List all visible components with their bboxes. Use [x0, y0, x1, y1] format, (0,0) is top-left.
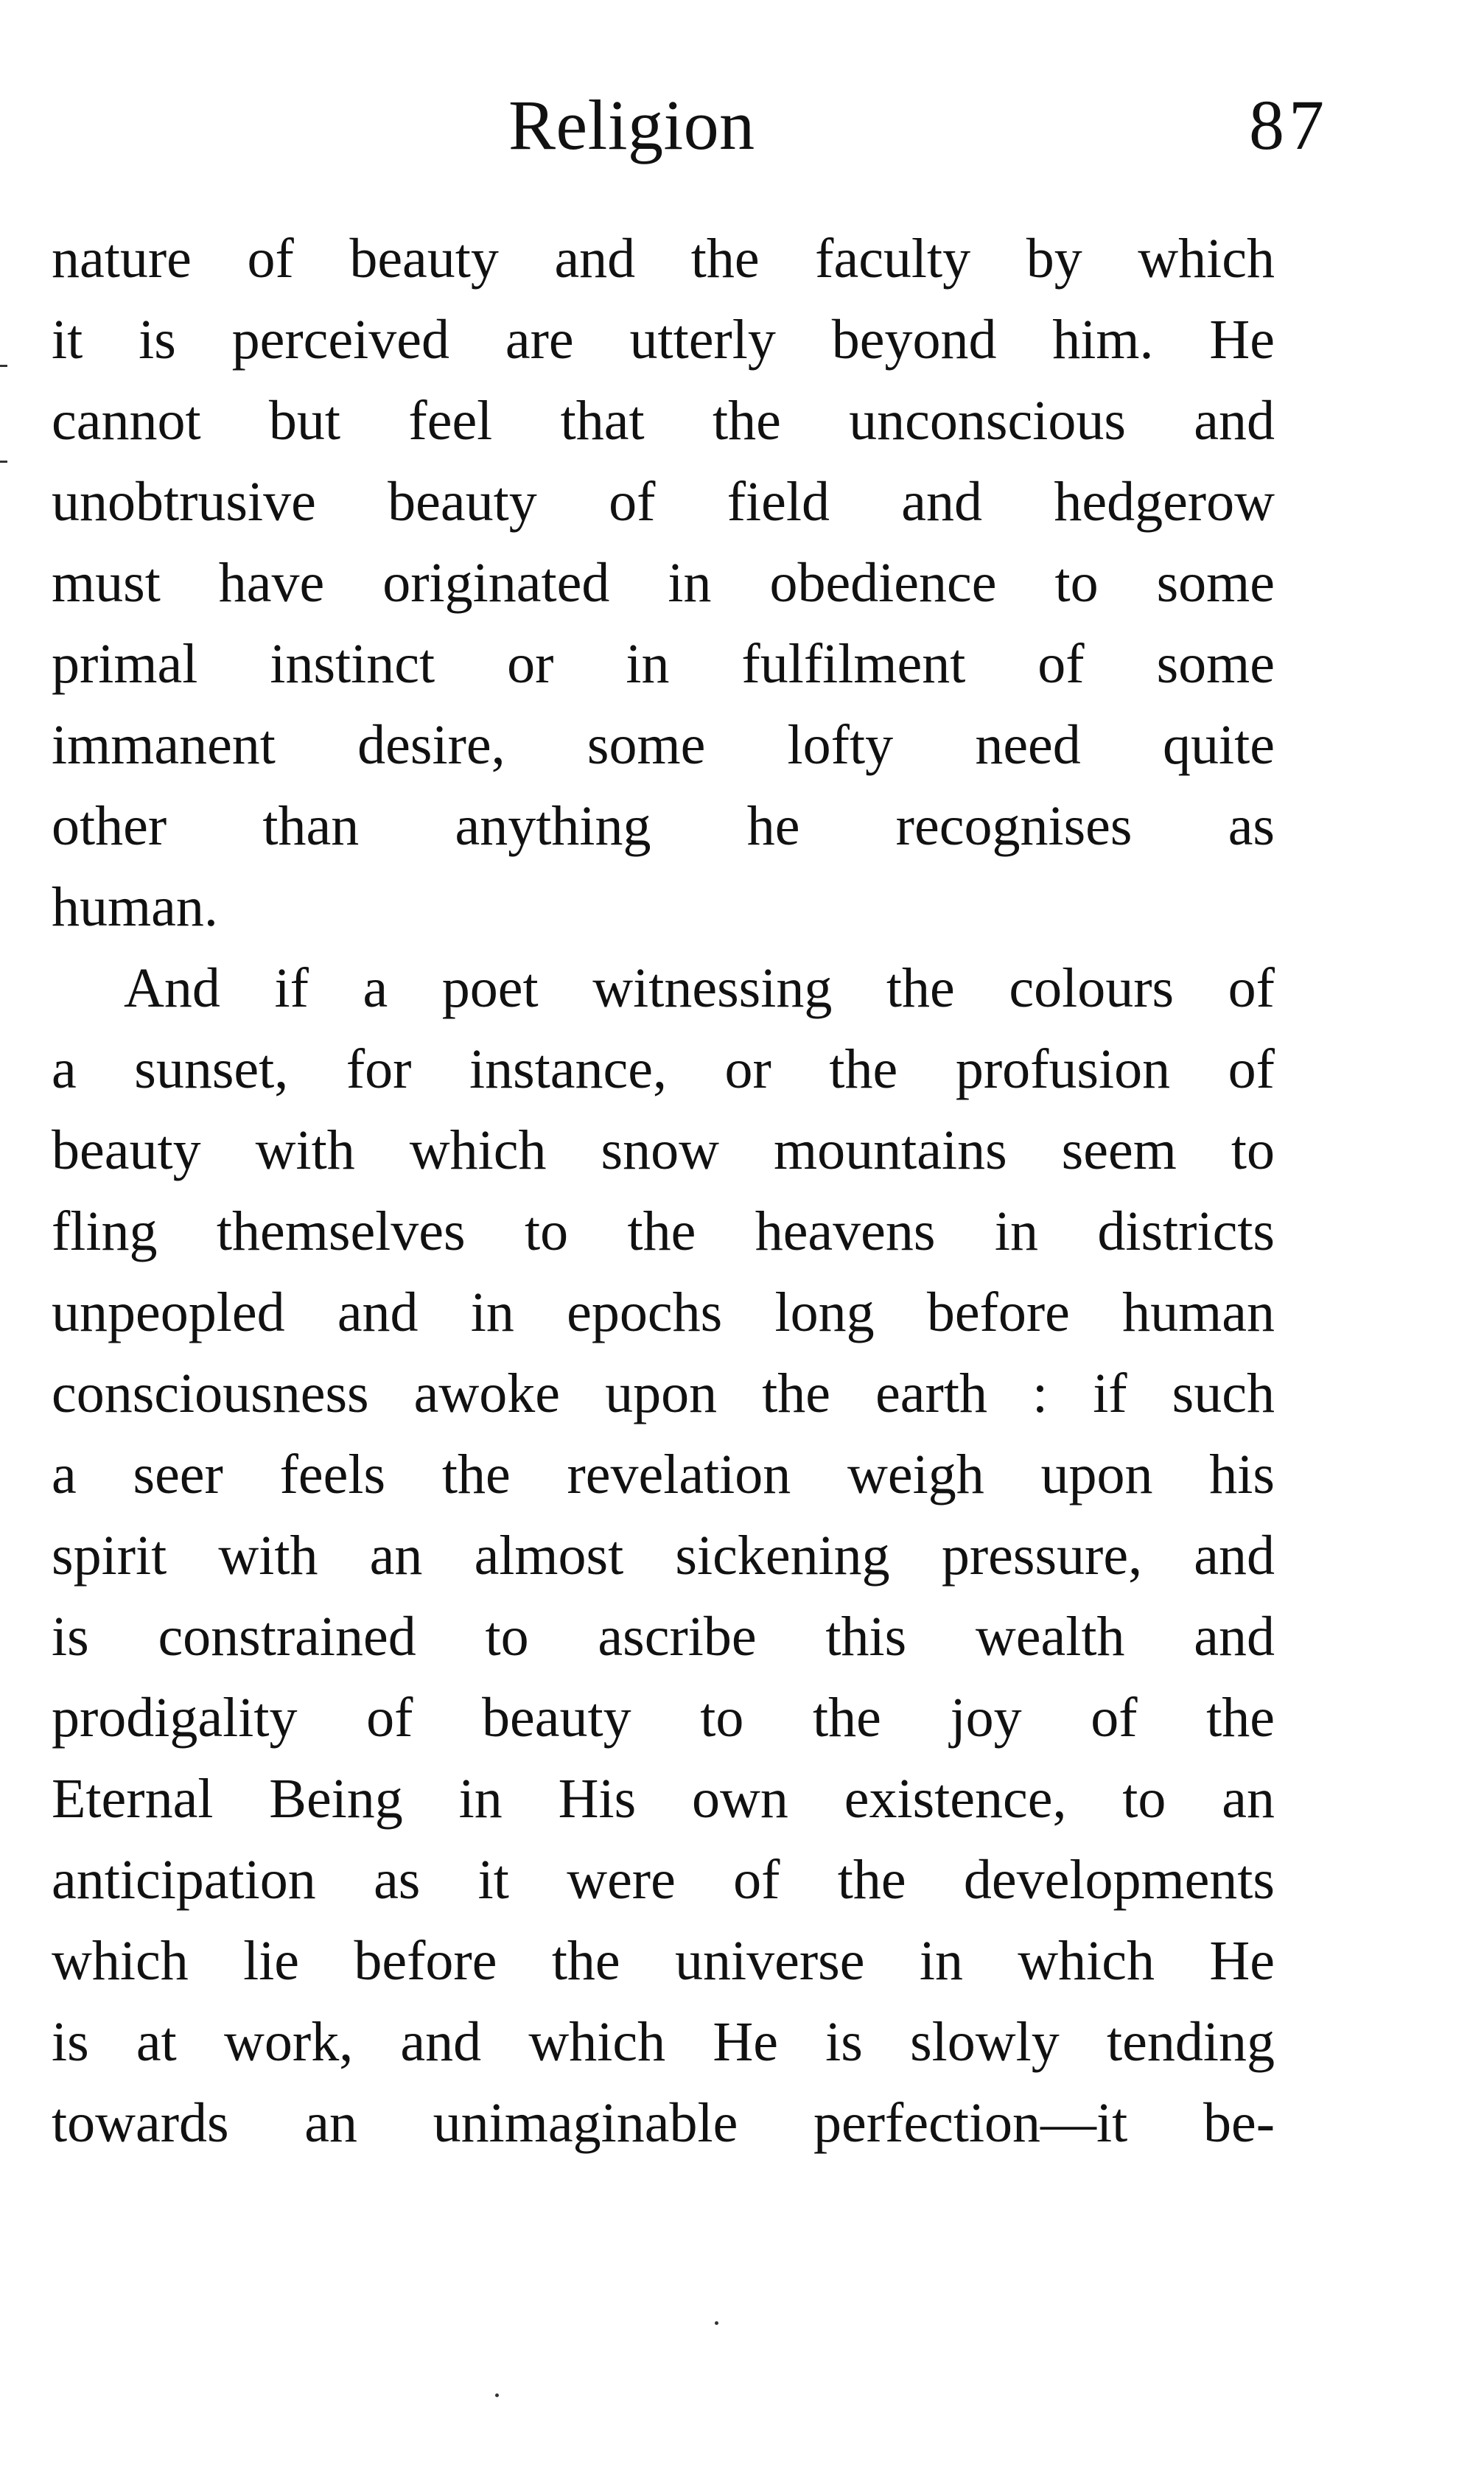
paragraph-2: [52, 948, 1275, 2164]
text-line: is constrained to ascribe this wealth and: [52, 1606, 1275, 1668]
text-line: a sunset, for instance, or the profusion of: [52, 1038, 1275, 1100]
text-line: immanent desire, some lofty need quite: [52, 714, 1275, 776]
text-line: unobtrusive beauty of field and hedgerow: [52, 471, 1275, 533]
text-line: prodigality of beauty to the joy of the: [52, 1687, 1275, 1749]
text-line: beauty with which snow mountains seem to: [52, 1119, 1275, 1181]
page-header: [0, 81, 1484, 177]
text-line: primal instinct or in fulfilment of some: [52, 633, 1275, 695]
text-line: human.: [52, 876, 218, 938]
text-line: other than anything he recognises as: [52, 795, 1275, 857]
scan-speck: [715, 2321, 718, 2325]
text-line: anticipation as it were of the developments: [52, 1849, 1275, 1911]
text-line: nature of beauty and the faculty by which: [52, 228, 1275, 290]
text-line: unpeopled and in epochs long before human: [52, 1281, 1275, 1343]
scan-edge-mark: [0, 461, 7, 463]
text-line: cannot but feel that the unconscious and: [52, 390, 1275, 452]
text-line: is at work, and which He is slowly tending: [52, 2011, 1275, 2073]
text-line: fling themselves to the heavens in districts: [52, 1200, 1275, 1262]
running-head: Religion: [508, 85, 755, 164]
body-text: [52, 218, 1275, 2164]
text-line: And if a poet witnessing the colours of: [124, 957, 1275, 1019]
text-line: a seer feels the revelation weigh upon his: [52, 1444, 1275, 1505]
text-line: must have originated in obedience to some: [52, 552, 1275, 614]
paragraph-1: [52, 218, 1275, 948]
text-line: Eternal Being in His own existence, to an: [52, 1768, 1275, 1830]
text-line: towards an unimaginable perfection—it be-: [52, 2092, 1275, 2154]
scan-speck: [495, 2393, 499, 2397]
text-line: consciousness awoke upon the earth : if such: [52, 1363, 1275, 1424]
scan-edge-mark: [0, 365, 7, 367]
text-line: spirit with an almost sickening pressure, and: [52, 1525, 1275, 1587]
text-line: it is perceived are utterly beyond him. He: [52, 309, 1275, 371]
text-line: which lie before the universe in which He: [52, 1930, 1275, 1992]
page-number: 87: [1249, 85, 1329, 164]
